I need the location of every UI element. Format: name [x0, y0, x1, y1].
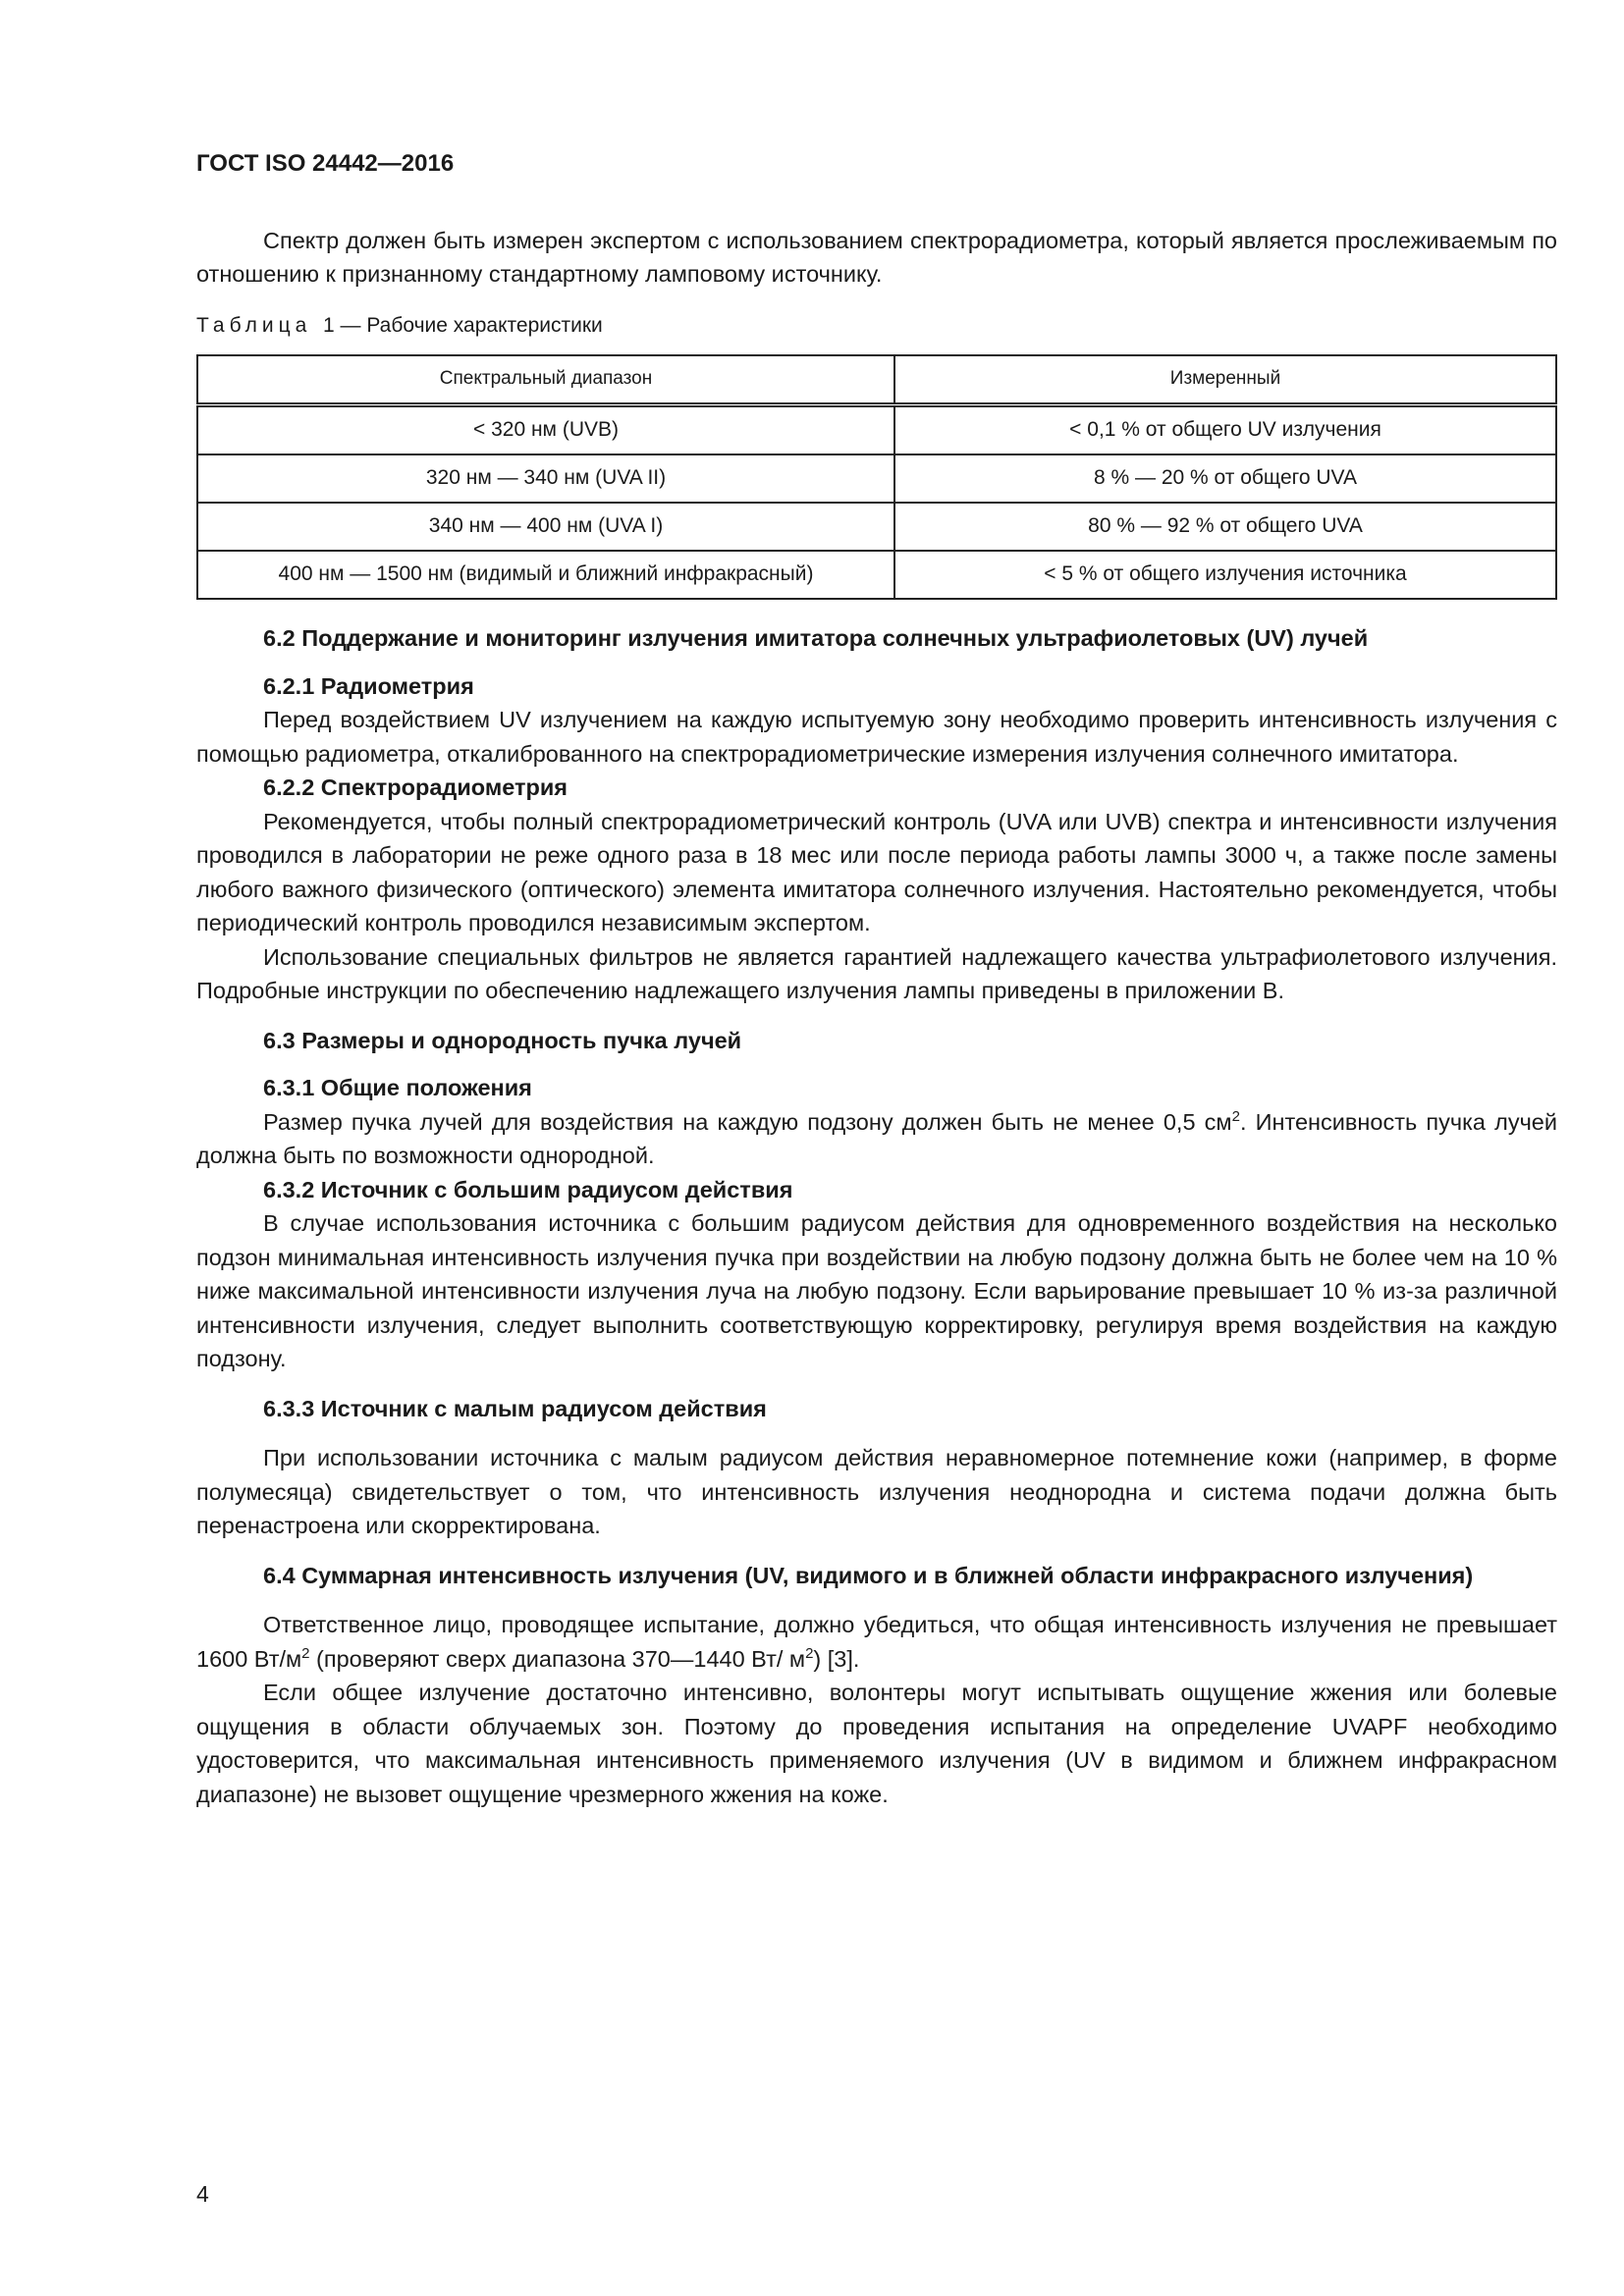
superscript: 2	[1231, 1107, 1240, 1125]
text: Ответственное лицо, проводящее испытание, должно убедиться, что общая интенсивность излучения не превышает 1600 Вт/м	[196, 1612, 1557, 1672]
text: ) [3].	[813, 1645, 860, 1672]
table-row	[197, 551, 1556, 599]
table-cell: < 320 нм (UVB)	[197, 405, 894, 455]
table-header-row	[197, 355, 1556, 405]
table-cell: 340 нм — 400 нм (UVA I)	[197, 503, 894, 551]
column-header: Измеренный	[894, 355, 1556, 405]
section-heading-6-4: 6.4 Суммарная интенсивность излучения (UV, видимого и в ближней области инфракрасного излучения)	[263, 1562, 1474, 1588]
section-heading-6-3-2: 6.3.2 Источник с большим радиусом действия	[263, 1176, 793, 1202]
table-cell: < 5 % от общего излучения источника	[894, 551, 1556, 599]
text: Размер пучка лучей для воздействия на каждую подзону должен быть не менее 0,5 см	[263, 1108, 1232, 1135]
table-cell: 8 % — 20 % от общего UVA	[894, 454, 1556, 503]
paragraph: Перед воздействием UV излучением на каждую испытуемую зону необходимо проверить интенсивность излучения с помощью радиометра, откалиброванного на спектрорадиометрические измерения излучения солнечного имитатора.	[196, 707, 1557, 767]
intro-paragraph: Спектр должен быть измерен экспертом с использованием спектрорадиометра, который является прослеживаемым по отношению к признанному стандартному ламповому источнику.	[196, 227, 1557, 287]
superscript: 2	[805, 1644, 814, 1662]
paragraph	[196, 1105, 1557, 1173]
table-row	[197, 503, 1556, 551]
section-heading-6-2-1: 6.2.1 Радиометрия	[263, 672, 474, 699]
column-header: Спектральный диапазон	[197, 355, 894, 405]
table-cell: 320 нм — 340 нм (UVA II)	[197, 454, 894, 503]
paragraph: Если общее излучение достаточно интенсивно, волонтеры могут испытывать ощущение жжения или болевые ощущения в области облучаемых зон. Поэтому до проведения испытания на определение UVAPF необходимо удостоверится, что максимальная интенсивность применяемого излучения (UV в видимом и ближнем инфракрасном диапазоне) не вызовет ощущение чрезмерного жжения на коже.	[196, 1680, 1557, 1807]
document-header: ГОСТ ISO 24442—2016	[196, 150, 455, 177]
text: (проверяют сверх диапазона 370—1440 Вт/ м	[309, 1645, 806, 1672]
table-row	[197, 454, 1556, 503]
section-heading-6-2-2: 6.2.2 Спектрорадиометрия	[263, 774, 568, 800]
superscript: 2	[301, 1644, 310, 1662]
paragraph: Рекомендуется, чтобы полный спектрорадиометрический контроль (UVA или UVB) спектра и интенсивности излучения проводился в лаборатории не реже одного раза в 18 мес или после периода работы лампы 3000 ч, а также после замены любого важного физического (оптического) элемента имитатора солнечного излучения. Настоятельно рекомендуется, чтобы периодический контроль проводился независимым экспертом.	[196, 808, 1557, 935]
table-cell: 400 нм — 1500 нм (видимый и ближний инфракрасный)	[197, 551, 894, 599]
table-caption-text: 1 — Рабочие характеристики	[323, 313, 603, 337]
table-caption	[196, 309, 1557, 344]
paragraph: При использовании источника с малым радиусом действия неравномерное потемнение кожи (например, в форме полумесяца) свидетельствует о том, что интенсивность излучения неоднородна и система подачи должна быть перенастроена или скорректирована.	[196, 1445, 1557, 1538]
table-cell: < 0,1 % от общего UV излучения	[894, 405, 1556, 455]
section-heading-6-3-1: 6.3.1 Общие положения	[263, 1075, 532, 1100]
table-cell: 80 % — 92 % от общего UVA	[894, 503, 1556, 551]
table-row	[197, 405, 1556, 455]
text: . Интенсивность пучка лучей должна быть по возможности однородной.	[196, 1108, 1558, 1168]
section-heading-6-2: 6.2 Поддержание и мониторинг излучения имитатора солнечных ультрафиолетовых (UV) лучей	[263, 625, 1369, 651]
paragraph: Использование специальных фильтров не является гарантией надлежащего качества ультрафиолетового излучения. Подробные инструкции по обеспечению надлежащего излучения лампы приведены в приложении В.	[196, 943, 1557, 1003]
section-heading-6-3: 6.3 Размеры и однородность пучка лучей	[263, 1027, 742, 1053]
characteristics-table	[196, 354, 1557, 600]
paragraph: В случае использования источника с большим радиусом действия для одновременного воздействия на несколько подзон минимальная интенсивность излучения пучка при воздействии на любую подзону должна быть не более чем на 10 % ниже максимальной интенсивности излучения луча на любую подзону. Если варьирование превышает 10 % из-за различной интенсивности излучения, следует выполнить соответствующую корректировку, регулируя время воздействия на каждую подзону.	[196, 1210, 1557, 1371]
page-number: 4	[196, 2181, 209, 2207]
document-page	[196, 147, 1557, 1811]
table-caption-label: Таблица	[196, 313, 312, 337]
paragraph	[196, 1608, 1557, 1676]
section-heading-6-3-3: 6.3.3 Источник с малым радиусом действия	[263, 1395, 767, 1421]
